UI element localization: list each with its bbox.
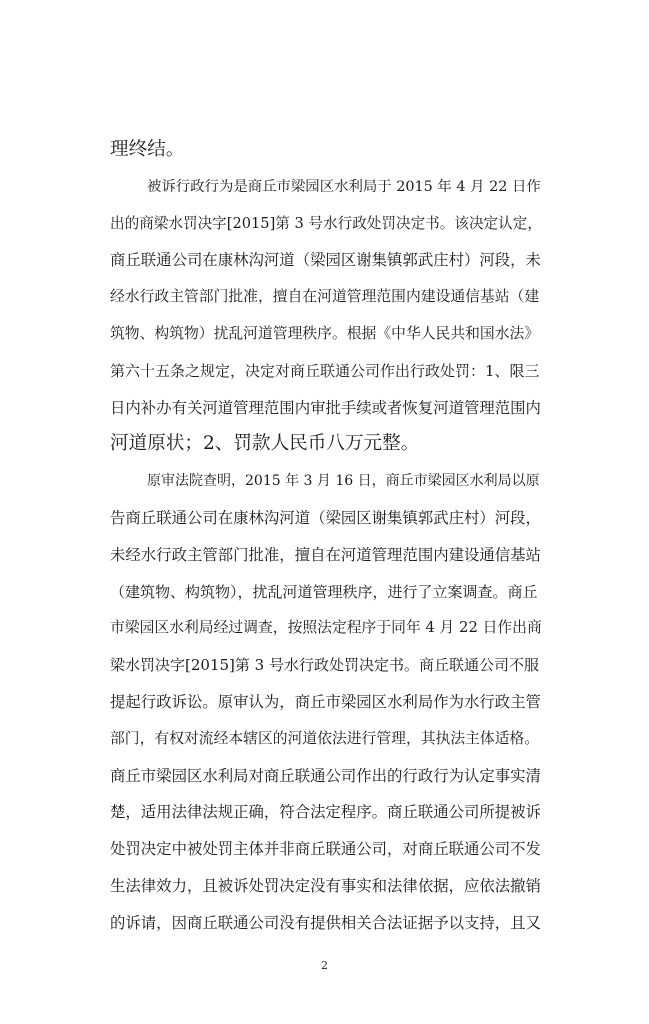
page-number: 2 xyxy=(321,959,328,972)
text-line: 未经水行政主管部门批准，擅自在河道管理范围内建设通信基站 xyxy=(110,545,541,564)
text-line: 部门，有权对流经本辖区的河道依法进行管理，其执法主体适格。 xyxy=(110,729,540,747)
text-line: 处罚决定中被处罚主体并非商丘联通公司，对商丘联通公司不发 xyxy=(110,840,541,859)
paragraph-start-line: 原审法院查明，2015 年 3 月 16 日，商丘市梁园区水利局以原 xyxy=(147,473,540,490)
paragraph-start-line: 被诉行政行为是商丘市梁园区水利局于 2015 年 4 月 22 日作 xyxy=(147,178,541,195)
text-line: 的诉请，因商丘联通公司没有提供相关合法证据予以支持，且又 xyxy=(110,913,541,932)
text-line: 楚，适用法律法规正确，符合法定程序。商丘联通公司所提被诉 xyxy=(110,803,541,822)
text-line: 第六十五条之规定，决定对商丘联通公司作出行政处罚：1、限三 xyxy=(110,361,540,380)
body-text xyxy=(110,132,542,942)
text-line: 市梁园区水利局经过调查，按照法定程序于同年 4 月 22 日作出商 xyxy=(110,619,542,637)
text-line: 出的商梁水罚决字[2015]第 3 号水行政处罚决定书。该决定认定， xyxy=(110,214,542,232)
text-line: （建筑物、构筑物），扰乱河道管理秩序，进行了立案调查。商丘 xyxy=(110,582,538,601)
text-line: 河道原状；2、罚款人民币八万元整。 xyxy=(110,433,420,455)
text-line: 经水行政主管部门批准，擅自在河道管理范围内建设通信基站（建 xyxy=(110,288,540,306)
text-line: 筑物、构筑物）扰乱河道管理秩序。根据《中华人民共和国水法》 xyxy=(110,324,540,342)
text-line: 告商丘联通公司在康林沟河道（梁园区谢集镇郭武庄村）河段， xyxy=(110,508,541,527)
text-line: 商丘市梁园区水利局对商丘联通公司作出的行政行为认定事实清 xyxy=(110,766,541,785)
text-line: 商丘联通公司在康林沟河道（梁园区谢集镇郭武庄村）河段，未 xyxy=(110,251,541,270)
text-line: 提起行政诉讼。原审认为，商丘市梁园区水利局作为水行政主管 xyxy=(110,692,541,711)
text-line: 理终结。 xyxy=(110,139,185,160)
text-line: 日内补办有关河道管理范围内审批手续或者恢复河道管理范围内 xyxy=(110,398,541,417)
text-line: 生法律效力，且被诉处罚决定没有事实和法律依据，应依法撤销 xyxy=(110,876,541,895)
text-line: 梁水罚决字[2015]第 3 号水行政处罚决定书。商丘联通公司不服 xyxy=(110,656,539,675)
